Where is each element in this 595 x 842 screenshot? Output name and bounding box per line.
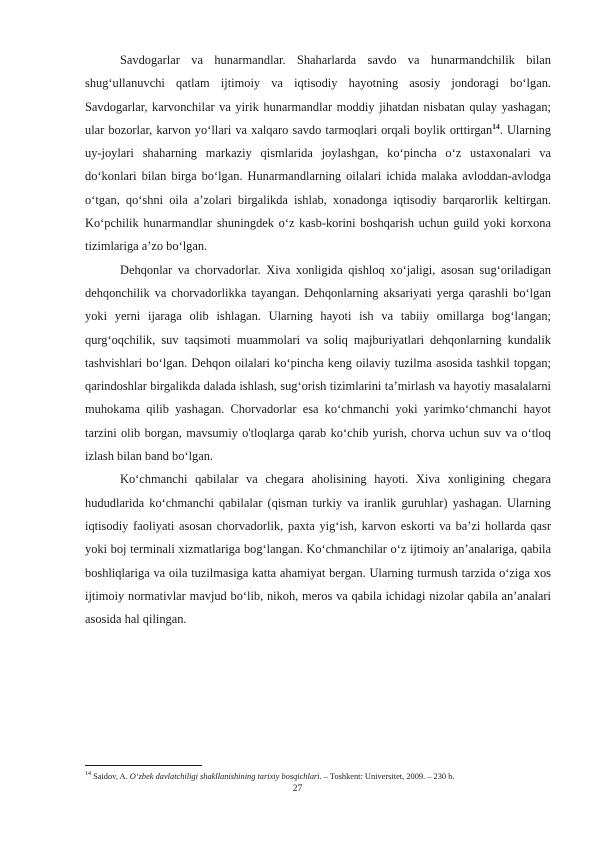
footnote-number: 14 <box>85 771 91 778</box>
main-text <box>85 49 551 631</box>
paragraph-farmers: Dehqonlar va chorvadorlar. Xiva xonligida qishloq xo‘jaligi, asosan sug‘oriladigan dehqonchilik va chorvadorlikka tayangan. Dehqonlarning aksariyati yerga qarashli bo‘lgan yoki yerni ijaraga olib ishlagan. Ularning hayoti ish va tabiiy omillarga bog‘langan; qurg‘oqchilik, suv taqsimoti muammolari va soliq majburiyatlari dehqonlarning kundalik tashvishlari bo‘lgan. Dehqon oilalari ko‘pincha keng oilaviy tuzilma asosida tashkil topgan; qarindoshlar birgalikda dalada ishlash, sug‘orish tizimlarini ta’mirlash va hayotiy masalalarni muhokama qilib yashagan. Chorvadorlar esa ko‘chmanchi yoki yarimko‘chmanchi hayot tarzini olib borgan, mavsumiy o'tloqlarga qarab ko‘chib yurish, chorva uchun suv va o‘tloq izlash bilan band bo‘lgan. <box>85 262 551 464</box>
page-number: 27 <box>292 784 303 794</box>
footnote-separator <box>85 765 202 766</box>
footnote-details: – Toshkent: Universitet, 2009. – 230 b. <box>321 772 455 781</box>
footnote-title: O‘zbek davlatchiligi shakllanishining tarixiy bosqichlari. <box>129 772 322 781</box>
paragraph-text: . Ularning uy-joylari shaharning markaziy qismlarida joylashgan, ko‘pincha o‘z ustaxonalari va do‘konlari bilan birga bo‘lgan. Hunarmandlarning oilalari ichida malaka avloddan-avlodga o‘tgan, qo‘shni oila a’zolari birgalikda ishlab, xonadonga iqtisodiy barqarorlik keltirgan. Ko‘pchilik hunarmandlar shuningdek o‘z kasb-korini boshqarish uchun guild yoki korxona tizimlariga a’zo bo‘lgan. <box>85 122 551 254</box>
paragraph-nomads: Ko‘chmanchi qabilalar va chegara aholisining hayoti. Xiva xonligining chegara hududlarida ko‘chmanchi qabilalar (qisman turkiy va iranlik guruhlar) yashagan. Ularning iqtisodiy faoliyati asosan chorvadorlik, paxta yig‘ish, karvon eskorti va ba’zi hollarda qasr yoki boj terminali xizmatlariga bog‘langan. Ko‘chmanchilar o‘z ijtimoiy an’analariga, qabila boshliqlariga va oila tuzilmasiga katta ahamiyat bergan. Ularning turmush tarzida o‘ziga xos ijtimoiy normativlar mavjud bo‘lib, nikoh, meros va qabila ichidagi nizolar qabila an’analari asosida hal qilingan. <box>85 472 551 627</box>
footnote <box>85 771 551 782</box>
footnote-reference[interactable]: 14 <box>492 121 500 131</box>
paragraph-text: Savdogarlar va hunarmandlar. Shaharlarda savdo va hunarmandchilik bilan shug‘ullanuvchi qatlam ijtimoiy va iqtisodiy hayotning asosiy jondoragi bo‘lgan. Savdogarlar, karvonchilar va yirik hunarmandlar moddiy jihatdan nisbatan qulay yashagan; ular bozorlar, karvon yo‘llari va xalqaro savdo tarmoqlari orqali boylik orttirgan <box>85 53 551 137</box>
paragraph-merchants <box>85 49 551 259</box>
footnote-author: Saidov, A. <box>91 772 130 781</box>
